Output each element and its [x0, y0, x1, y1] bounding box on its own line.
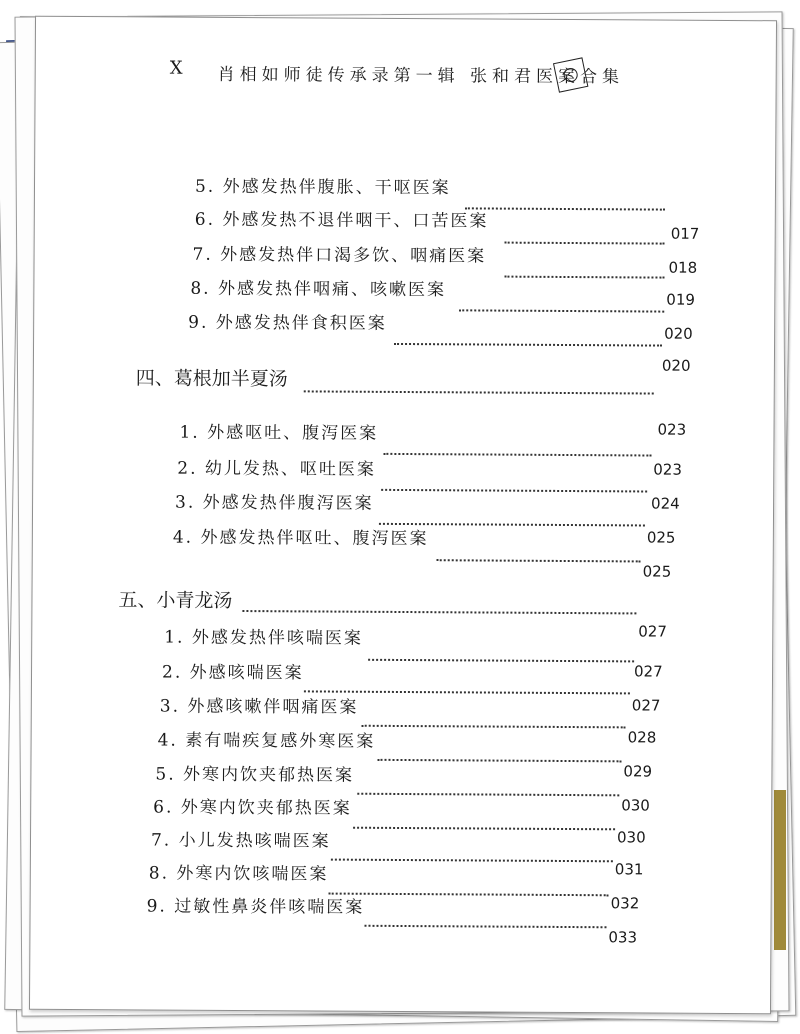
- toc-page: [29, 16, 777, 1015]
- toc-page-number: 025: [642, 562, 672, 581]
- toc-section-title[interactable]: 五、小青龙汤: [118, 589, 233, 612]
- dot-leader: [383, 453, 651, 457]
- toc-page-number: 020: [664, 324, 693, 343]
- toc-entry[interactable]: 3. 外感发热伴腹泻医案: [175, 492, 374, 514]
- dot-leader: [465, 207, 665, 210]
- dot-leader: [504, 276, 664, 279]
- page-header: [36, 57, 776, 102]
- toc-entry[interactable]: 8. 外感发热伴咽痛、咳嗽医案: [190, 278, 447, 301]
- toc-page-number: 030: [616, 828, 646, 847]
- toc-entry[interactable]: 2. 幼儿发热、呕吐医案: [177, 458, 376, 480]
- toc-entry[interactable]: 4. 素有喘疾复感外寒医案: [157, 730, 376, 752]
- toc-entry[interactable]: 6. 外寒内饮夹郁热医案: [153, 797, 352, 819]
- dot-leader: [368, 659, 634, 663]
- toc-page-number: 031: [614, 860, 644, 879]
- toc-page-number: 023: [653, 460, 682, 479]
- toc-entry[interactable]: 6. 外感发热不退伴咽干、口苦医案: [194, 209, 489, 232]
- toc-entry[interactable]: 4. 外感发热伴呕吐、腹泻医案: [172, 527, 429, 550]
- dot-leader: [242, 610, 636, 614]
- toc-entry[interactable]: 7. 外感发热伴口渴多饮、咽痛医案: [192, 244, 487, 267]
- dot-leader: [329, 893, 609, 897]
- dot-leader: [505, 242, 665, 245]
- toc-entry[interactable]: 8. 外寒内饮咳喘医案: [148, 863, 329, 885]
- toc-page-number: 020: [661, 356, 691, 375]
- dot-leader: [357, 793, 619, 797]
- toc-entry[interactable]: 5. 外寒内饮夹郁热医案: [155, 764, 355, 786]
- dot-leader: [394, 343, 662, 347]
- toc-entry[interactable]: 2. 外感咳喘医案: [161, 662, 304, 684]
- toc-page-number: 019: [666, 290, 696, 309]
- toc-entry[interactable]: 7. 小儿发热咳喘医案: [150, 830, 331, 852]
- toc-page-number: 017: [670, 224, 700, 243]
- toc-page-number: 028: [627, 728, 657, 747]
- toc-entry[interactable]: 1. 外感呕吐、腹泻医案: [179, 422, 379, 444]
- toc-page-number: 025: [646, 528, 676, 547]
- book-edge-gold: [774, 790, 786, 950]
- toc-page-number: 027: [633, 662, 663, 681]
- running-title: 肖相如师徒传承录第一辑 张和君医案合集: [217, 64, 625, 88]
- seal-stamp-icon: [553, 57, 588, 92]
- toc-entry[interactable]: 1. 外感发热伴咳喘医案: [164, 627, 363, 649]
- toc-page-number: 018: [668, 258, 698, 277]
- toc-page-number: 029: [623, 762, 653, 781]
- toc-entry[interactable]: 9. 外感发热伴食积医案: [188, 312, 387, 334]
- dot-leader: [381, 489, 647, 493]
- dot-leader: [304, 390, 654, 394]
- toc-page-number: 033: [608, 928, 638, 947]
- toc-page-number: 023: [657, 420, 687, 439]
- dot-leader: [377, 759, 621, 762]
- toc-entry[interactable]: 5. 外感发热伴腹胀、干呕医案: [194, 176, 451, 199]
- toc-page-number: 024: [651, 494, 680, 513]
- toc-entry[interactable]: 9. 过敏性鼻炎伴咳喘医案: [146, 896, 365, 918]
- toc-page-number: 027: [638, 622, 667, 641]
- toc-section-title[interactable]: 四、葛根加半夏汤: [135, 367, 288, 391]
- dot-leader: [364, 925, 606, 928]
- dot-leader: [362, 725, 626, 729]
- dot-leader: [459, 309, 664, 312]
- dot-leader: [437, 559, 641, 562]
- toc-page-number: 027: [631, 696, 661, 715]
- toc-page-number: 032: [610, 894, 640, 913]
- toc-entry[interactable]: 3. 外感咳嗽伴咽痛医案: [159, 696, 359, 718]
- page-number: X: [169, 57, 183, 79]
- dot-leader: [331, 859, 613, 863]
- dot-leader: [353, 827, 615, 831]
- toc-page-number: 030: [621, 796, 650, 815]
